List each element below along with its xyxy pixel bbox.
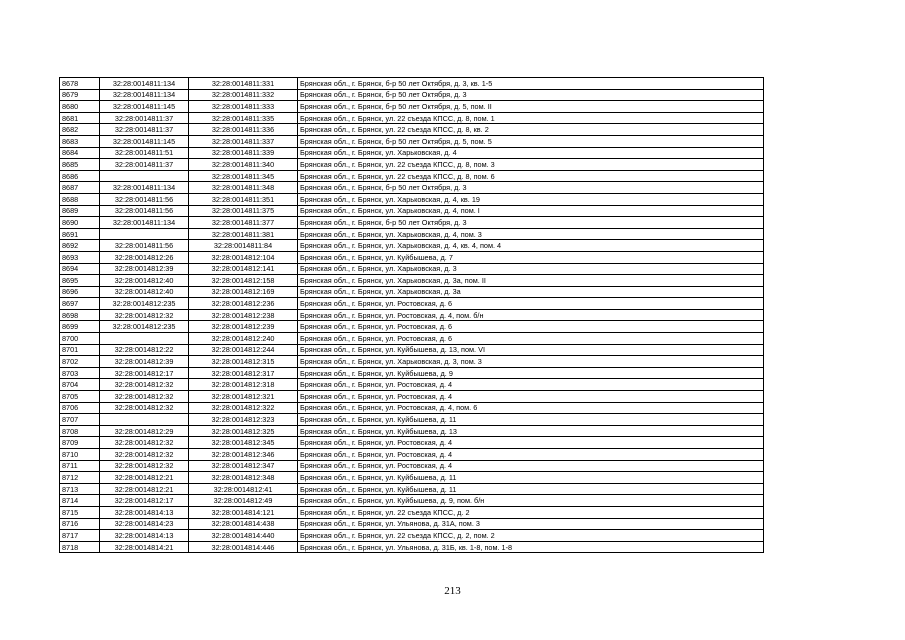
table-row <box>60 89 764 101</box>
table-row <box>60 240 764 252</box>
parent-cadastral-cell: 32:28:0014812:32 <box>100 402 189 414</box>
row-number-cell: 8715 <box>60 506 100 518</box>
cadastral-number-cell: 32:28:0014812:347 <box>189 460 298 472</box>
parent-cadastral-cell: 32:28:0014812:32 <box>100 437 189 449</box>
parent-cadastral-cell <box>100 414 189 426</box>
row-number-cell: 8684 <box>60 147 100 159</box>
cadastral-number-cell: 32:28:0014811:375 <box>189 205 298 217</box>
cadastral-number-cell: 32:28:0014812:158 <box>189 275 298 287</box>
address-cell: Брянская обл., г. Брянск, ул. 22 съезда КПСС, д. 2, пом. 2 <box>298 530 764 542</box>
table-row <box>60 286 764 298</box>
address-cell: Брянская обл., г. Брянск, ул. Харьковская, д. 3, пом. 3 <box>298 356 764 368</box>
parent-cadastral-cell: 32:28:0014812:32 <box>100 379 189 391</box>
table-row <box>60 449 764 461</box>
parent-cadastral-cell: 32:28:0014812:21 <box>100 483 189 495</box>
cadastral-number-cell: 32:28:0014811:337 <box>189 135 298 147</box>
parent-cadastral-cell: 32:28:0014812:39 <box>100 356 189 368</box>
address-cell: Брянская обл., г. Брянск, ул. Куйбышева, д. 13, пом. VI <box>298 344 764 356</box>
cadastral-number-cell: 32:28:0014811:331 <box>189 78 298 90</box>
registry-table <box>59 77 764 553</box>
row-number-cell: 8704 <box>60 379 100 391</box>
parent-cadastral-cell <box>100 170 189 182</box>
parent-cadastral-cell: 32:28:0014811:56 <box>100 205 189 217</box>
cadastral-number-cell: 32:28:0014811:84 <box>189 240 298 252</box>
parent-cadastral-cell: 32:28:0014812:32 <box>100 449 189 461</box>
cadastral-number-cell: 32:28:0014814:446 <box>189 541 298 553</box>
parent-cadastral-cell: 32:28:0014812:235 <box>100 298 189 310</box>
table-row <box>60 217 764 229</box>
address-cell: Брянская обл., г. Брянск, ул. Ростовская, д. 4, пом. б/н <box>298 309 764 321</box>
row-number-cell: 8691 <box>60 228 100 240</box>
parent-cadastral-cell: 32:28:0014812:21 <box>100 472 189 484</box>
table-row <box>60 193 764 205</box>
row-number-cell: 8688 <box>60 193 100 205</box>
table-row <box>60 530 764 542</box>
cadastral-number-cell: 32:28:0014811:335 <box>189 112 298 124</box>
parent-cadastral-cell: 32:28:0014811:37 <box>100 112 189 124</box>
parent-cadastral-cell: 32:28:0014811:145 <box>100 101 189 113</box>
table-row <box>60 135 764 147</box>
table-row <box>60 78 764 90</box>
parent-cadastral-cell: 32:28:0014811:56 <box>100 240 189 252</box>
address-cell: Брянская обл., г. Брянск, ул. Ростовская, д. 4 <box>298 437 764 449</box>
parent-cadastral-cell: 32:28:0014812:17 <box>100 367 189 379</box>
table-row <box>60 541 764 553</box>
cadastral-number-cell: 32:28:0014812:321 <box>189 391 298 403</box>
row-number-cell: 8703 <box>60 367 100 379</box>
table-row <box>60 425 764 437</box>
cadastral-number-cell: 32:28:0014812:41 <box>189 483 298 495</box>
address-cell: Брянская обл., г. Брянск, б-р 50 лет Октября, д. 5, пом. 5 <box>298 135 764 147</box>
table-row <box>60 228 764 240</box>
cadastral-number-cell: 32:28:0014812:318 <box>189 379 298 391</box>
row-number-cell: 8699 <box>60 321 100 333</box>
parent-cadastral-cell: 32:28:0014811:37 <box>100 124 189 136</box>
cadastral-number-cell: 32:28:0014812:348 <box>189 472 298 484</box>
parent-cadastral-cell: 32:28:0014812:39 <box>100 263 189 275</box>
row-number-cell: 8694 <box>60 263 100 275</box>
parent-cadastral-cell: 32:28:0014811:134 <box>100 217 189 229</box>
address-cell: Брянская обл., г. Брянск, ул. Ростовская, д. 6 <box>298 321 764 333</box>
table-row <box>60 205 764 217</box>
row-number-cell: 8678 <box>60 78 100 90</box>
address-cell: Брянская обл., г. Брянск, ул. Харьковская, д. 4, пом. 3 <box>298 228 764 240</box>
table-row <box>60 344 764 356</box>
row-number-cell: 8710 <box>60 449 100 461</box>
row-number-cell: 8708 <box>60 425 100 437</box>
table-row <box>60 333 764 345</box>
table-row <box>60 321 764 333</box>
row-number-cell: 8701 <box>60 344 100 356</box>
address-cell: Брянская обл., г. Брянск, ул. Харьковская, д. 3а, пом. II <box>298 275 764 287</box>
table-row <box>60 112 764 124</box>
cadastral-number-cell: 32:28:0014812:238 <box>189 309 298 321</box>
table-row <box>60 518 764 530</box>
parent-cadastral-cell: 32:28:0014812:32 <box>100 391 189 403</box>
table-row <box>60 170 764 182</box>
address-cell: Брянская обл., г. Брянск, б-р 50 лет Октября, д. 3 <box>298 89 764 101</box>
address-cell: Брянская обл., г. Брянск, ул. Ростовская, д. 4 <box>298 391 764 403</box>
table-row <box>60 414 764 426</box>
address-cell: Брянская обл., г. Брянск, ул. Куйбышева, д. 9 <box>298 367 764 379</box>
cadastral-number-cell: 32:28:0014812:236 <box>189 298 298 310</box>
parent-cadastral-cell: 32:28:0014814:13 <box>100 530 189 542</box>
cadastral-number-cell: 32:28:0014811:381 <box>189 228 298 240</box>
row-number-cell: 8687 <box>60 182 100 194</box>
cadastral-number-cell: 32:28:0014812:322 <box>189 402 298 414</box>
row-number-cell: 8713 <box>60 483 100 495</box>
table-row <box>60 159 764 171</box>
row-number-cell: 8693 <box>60 251 100 263</box>
table-row <box>60 147 764 159</box>
table-row <box>60 437 764 449</box>
cadastral-number-cell: 32:28:0014812:346 <box>189 449 298 461</box>
address-cell: Брянская обл., г. Брянск, ул. 22 съезда КПСС, д. 8, кв. 2 <box>298 124 764 136</box>
row-number-cell: 8695 <box>60 275 100 287</box>
table-row <box>60 263 764 275</box>
row-number-cell: 8702 <box>60 356 100 368</box>
address-cell: Брянская обл., г. Брянск, б-р 50 лет Октября, д. 3, кв. 1-5 <box>298 78 764 90</box>
row-number-cell: 8682 <box>60 124 100 136</box>
address-cell: Брянская обл., г. Брянск, ул. Ростовская, д. 4 <box>298 379 764 391</box>
row-number-cell: 8716 <box>60 518 100 530</box>
row-number-cell: 8683 <box>60 135 100 147</box>
row-number-cell: 8689 <box>60 205 100 217</box>
row-number-cell: 8706 <box>60 402 100 414</box>
parent-cadastral-cell: 32:28:0014812:40 <box>100 275 189 287</box>
address-cell: Брянская обл., г. Брянск, ул. Харьковская, д. 3а <box>298 286 764 298</box>
cadastral-number-cell: 32:28:0014814:438 <box>189 518 298 530</box>
address-cell: Брянская обл., г. Брянск, ул. Харьковская, д. 4 <box>298 147 764 159</box>
cadastral-number-cell: 32:28:0014811:351 <box>189 193 298 205</box>
row-number-cell: 8717 <box>60 530 100 542</box>
parent-cadastral-cell: 32:28:0014812:32 <box>100 460 189 472</box>
cadastral-number-cell: 32:28:0014814:440 <box>189 530 298 542</box>
address-cell: Брянская обл., г. Брянск, ул. Куйбышева, д. 9, пом. б/н <box>298 495 764 507</box>
cadastral-number-cell: 32:28:0014812:240 <box>189 333 298 345</box>
row-number-cell: 8696 <box>60 286 100 298</box>
row-number-cell: 8700 <box>60 333 100 345</box>
table-row <box>60 356 764 368</box>
row-number-cell: 8718 <box>60 541 100 553</box>
address-cell: Брянская обл., г. Брянск, ул. Ростовская, д. 6 <box>298 333 764 345</box>
cadastral-number-cell: 32:28:0014812:325 <box>189 425 298 437</box>
table-row <box>60 402 764 414</box>
row-number-cell: 8680 <box>60 101 100 113</box>
parent-cadastral-cell: 32:28:0014814:21 <box>100 541 189 553</box>
parent-cadastral-cell: 32:28:0014811:134 <box>100 182 189 194</box>
parent-cadastral-cell: 32:28:0014811:56 <box>100 193 189 205</box>
address-cell: Брянская обл., г. Брянск, ул. Куйбышева, д. 7 <box>298 251 764 263</box>
address-cell: Брянская обл., г. Брянск, ул. Харьковская, д. 4, кв. 19 <box>298 193 764 205</box>
row-number-cell: 8705 <box>60 391 100 403</box>
parent-cadastral-cell: 32:28:0014812:29 <box>100 425 189 437</box>
cadastral-number-cell: 32:28:0014812:49 <box>189 495 298 507</box>
cadastral-number-cell: 32:28:0014811:377 <box>189 217 298 229</box>
table-row <box>60 251 764 263</box>
row-number-cell: 8712 <box>60 472 100 484</box>
table-row <box>60 275 764 287</box>
cadastral-number-cell: 32:28:0014812:169 <box>189 286 298 298</box>
parent-cadastral-cell <box>100 333 189 345</box>
address-cell: Брянская обл., г. Брянск, ул. Ростовская, д. 4 <box>298 449 764 461</box>
address-cell: Брянская обл., г. Брянск, ул. Харьковская, д. 4, пом. I <box>298 205 764 217</box>
parent-cadastral-cell: 32:28:0014811:51 <box>100 147 189 159</box>
table-row <box>60 506 764 518</box>
parent-cadastral-cell: 32:28:0014812:32 <box>100 309 189 321</box>
table-row <box>60 460 764 472</box>
table-row <box>60 379 764 391</box>
row-number-cell: 8711 <box>60 460 100 472</box>
parent-cadastral-cell: 32:28:0014811:37 <box>100 159 189 171</box>
address-cell: Брянская обл., г. Брянск, ул. Куйбышева, д. 13 <box>298 425 764 437</box>
row-number-cell: 8685 <box>60 159 100 171</box>
cadastral-number-cell: 32:28:0014812:104 <box>189 251 298 263</box>
cadastral-number-cell: 32:28:0014812:317 <box>189 367 298 379</box>
parent-cadastral-cell: 32:28:0014812:22 <box>100 344 189 356</box>
row-number-cell: 8707 <box>60 414 100 426</box>
address-cell: Брянская обл., г. Брянск, ул. Куйбышева, д. 11 <box>298 483 764 495</box>
table-row <box>60 367 764 379</box>
row-number-cell: 8697 <box>60 298 100 310</box>
address-cell: Брянская обл., г. Брянск, б-р 50 лет Октября, д. 5, пом. II <box>298 101 764 113</box>
cadastral-number-cell: 32:28:0014811:348 <box>189 182 298 194</box>
parent-cadastral-cell: 32:28:0014811:134 <box>100 78 189 90</box>
row-number-cell: 8686 <box>60 170 100 182</box>
row-number-cell: 8690 <box>60 217 100 229</box>
address-cell: Брянская обл., г. Брянск, ул. Ульянова, д. 31А, пом. 3 <box>298 518 764 530</box>
address-cell: Брянская обл., г. Брянск, ул. Ростовская, д. 4, пом. 6 <box>298 402 764 414</box>
parent-cadastral-cell: 32:28:0014812:26 <box>100 251 189 263</box>
address-cell: Брянская обл., г. Брянск, ул. Куйбышева, д. 11 <box>298 472 764 484</box>
parent-cadastral-cell: 32:28:0014812:40 <box>100 286 189 298</box>
row-number-cell: 8681 <box>60 112 100 124</box>
address-cell: Брянская обл., г. Брянск, ул. Ростовская, д. 4 <box>298 460 764 472</box>
address-cell: Брянская обл., г. Брянск, ул. 22 съезда КПСС, д. 2 <box>298 506 764 518</box>
address-cell: Брянская обл., г. Брянск, б-р 50 лет Октября, д. 3 <box>298 217 764 229</box>
cadastral-number-cell: 32:28:0014812:141 <box>189 263 298 275</box>
cadastral-number-cell: 32:28:0014811:336 <box>189 124 298 136</box>
parent-cadastral-cell: 32:28:0014812:235 <box>100 321 189 333</box>
cadastral-number-cell: 32:28:0014811:339 <box>189 147 298 159</box>
cadastral-number-cell: 32:28:0014814:121 <box>189 506 298 518</box>
row-number-cell: 8709 <box>60 437 100 449</box>
address-cell: Брянская обл., г. Брянск, б-р 50 лет Октября, д. 3 <box>298 182 764 194</box>
address-cell: Брянская обл., г. Брянск, ул. Харьковская, д. 4, кв. 4, пом. 4 <box>298 240 764 252</box>
address-cell: Брянская обл., г. Брянск, ул. 22 съезда КПСС, д. 8, пом. 1 <box>298 112 764 124</box>
table-row <box>60 101 764 113</box>
address-cell: Брянская обл., г. Брянск, ул. 22 съезда КПСС, д. 8, пом. 3 <box>298 159 764 171</box>
parent-cadastral-cell: 32:28:0014814:13 <box>100 506 189 518</box>
row-number-cell: 8714 <box>60 495 100 507</box>
address-cell: Брянская обл., г. Брянск, ул. Ульянова, д. 31Б, кв. 1-8, пом. 1-8 <box>298 541 764 553</box>
parent-cadastral-cell: 32:28:0014811:145 <box>100 135 189 147</box>
table-row <box>60 391 764 403</box>
parent-cadastral-cell <box>100 228 189 240</box>
cadastral-number-cell: 32:28:0014811:340 <box>189 159 298 171</box>
address-cell: Брянская обл., г. Брянск, ул. Ростовская, д. 6 <box>298 298 764 310</box>
parent-cadastral-cell: 32:28:0014814:23 <box>100 518 189 530</box>
row-number-cell: 8692 <box>60 240 100 252</box>
cadastral-number-cell: 32:28:0014811:345 <box>189 170 298 182</box>
table-row <box>60 182 764 194</box>
row-number-cell: 8698 <box>60 309 100 321</box>
table-row <box>60 483 764 495</box>
address-cell: Брянская обл., г. Брянск, ул. Куйбышева, д. 11 <box>298 414 764 426</box>
table-row <box>60 495 764 507</box>
row-number-cell: 8679 <box>60 89 100 101</box>
table-row <box>60 124 764 136</box>
cadastral-number-cell: 32:28:0014811:333 <box>189 101 298 113</box>
address-cell: Брянская обл., г. Брянск, ул. Харьковская, д. 3 <box>298 263 764 275</box>
parent-cadastral-cell: 32:28:0014811:134 <box>100 89 189 101</box>
cadastral-number-cell: 32:28:0014812:315 <box>189 356 298 368</box>
table-row <box>60 298 764 310</box>
registry-table-body <box>60 78 764 553</box>
address-cell: Брянская обл., г. Брянск, ул. 22 съезда КПСС, д. 8, пом. 6 <box>298 170 764 182</box>
page-number: 213 <box>444 585 461 597</box>
cadastral-number-cell: 32:28:0014812:244 <box>189 344 298 356</box>
cadastral-number-cell: 32:28:0014811:332 <box>189 89 298 101</box>
parent-cadastral-cell: 32:28:0014812:17 <box>100 495 189 507</box>
cadastral-number-cell: 32:28:0014812:345 <box>189 437 298 449</box>
cadastral-number-cell: 32:28:0014812:323 <box>189 414 298 426</box>
table-row <box>60 309 764 321</box>
table-row <box>60 472 764 484</box>
cadastral-number-cell: 32:28:0014812:239 <box>189 321 298 333</box>
